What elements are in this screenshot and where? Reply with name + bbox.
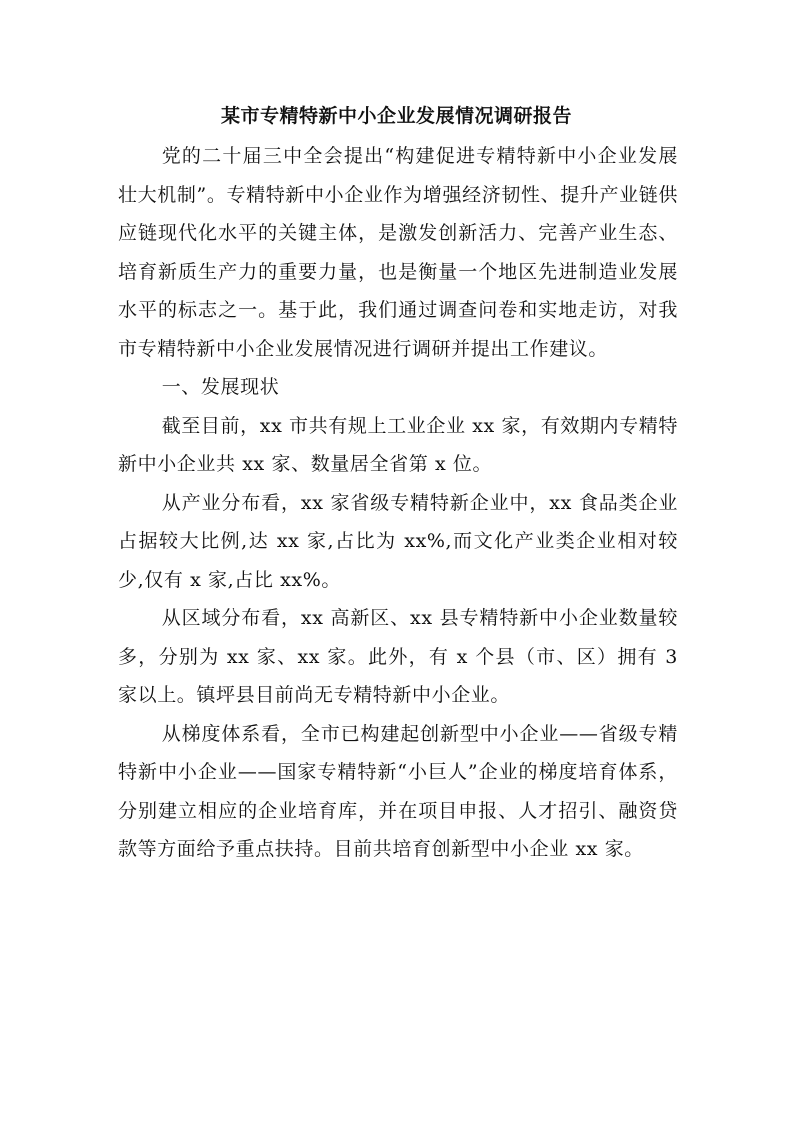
intro-paragraph: 党的二十届三中全会提出“构建促进专精特新中小企业发展壮大机制”。专精特新中小企业作为增强经济韧性、提升产业链供应链现代化水平的关键主体，是激发创新活力、完善产业生态、培育新质生产力的重要力量，也是衡量一个地区先进制造业发展水平的标志之一。基于此，我们通过调查问卷和实地走访，对我市专精特新中小企业发展情况进行调研并提出工作建议。	[118, 145, 678, 360]
paragraph-regional-distribution: 从区域分布看，xx 高新区、xx 县专精特新中小企业数量较多，分别为 xx 家、xx 家。此外，有 x 个县（市、区）拥有 3 家以上。镇坪县目前尚无专精特新中小企业。	[118, 607, 678, 706]
section-heading-development-status: 一、发展现状	[161, 376, 280, 398]
paragraph-gradient-system: 从梯度体系看，全市已构建起创新型中小企业——省级专精特新中小企业——国家专精特新“小巨人”企业的梯度培育体系，分别建立相应的企业培育库，并在项目申报、人才招引、融资贷款等方面给予重点扶持。目前共培育创新型中小企业 xx 家。	[118, 722, 678, 860]
document-title: 某市专精特新中小企业发展情况调研报告	[220, 105, 572, 127]
document-body	[118, 137, 678, 869]
paragraph-enterprise-count: 截至目前，xx 市共有规上工业企业 xx 家，有效期内专精特新中小企业共 xx 家、数量居全省第 x 位。	[118, 414, 678, 475]
paragraph-industry-distribution: 从产业分布看，xx 家省级专精特新企业中，xx 食品类企业占据较大比例,达 xx 家,占比为 xx%,而文化产业类企业相对较少,仅有 x 家,占比 xx%。	[118, 491, 678, 591]
